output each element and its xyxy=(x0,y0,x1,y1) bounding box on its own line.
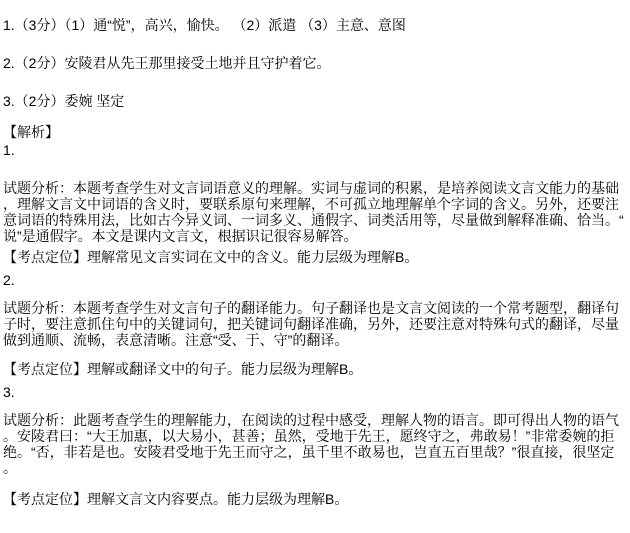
answer-line-3: 3.（2分）委婉 坚定 xyxy=(3,93,125,109)
section-number: 3. xyxy=(3,384,15,400)
analysis-section-1 xyxy=(3,143,628,265)
analysis-paragraph: 试题分析：本题考查学生对文言词语意义的理解。实词与虚词的积累，是培养阅读文言文能力的基础，理解文言文中词语的含义时，要联系原句来理解，不可孤立地理解单个字词的含义。另外，还要注意词语的特殊用法，比如古今异义词、一词多义、通假字、词类活用等，尽量做到解释准确、恰当。“说”是通假字。本文是课内文言文，根据识记很容易解答。 xyxy=(3,180,624,244)
section-number: 1. xyxy=(3,142,15,158)
exam-point-line: 【考点定位】理解或翻译文中的句子。能力层级为理解B。 xyxy=(3,361,363,377)
answer-line-1: 1.（3分）（1）通“悦”，高兴，愉快。 （2）派遣 （3）主意、意图 xyxy=(3,17,406,33)
analysis-paragraph: 试题分析：此题考查学生的理解能力，在阅读的过程中感受，理解人物的语言。即可得出人物的语气。安陵君曰：“大王加惠，以大易小，甚善；虽然，受地于先王，愿终守之，弗敢易！”非常委婉的拒绝。“否，非若是也。安陵君受地于先王而守之，虽千里不敢易也，岂直五百里哉？”很直接，很坚定。 xyxy=(3,412,619,476)
exam-point-line: 【考点定位】理解常见文言实词在文中的含义。能力层级为理解B。 xyxy=(3,249,419,265)
analysis-section-2 xyxy=(3,273,628,377)
section-number: 2. xyxy=(3,272,15,288)
analysis-header: 【解析】 xyxy=(3,124,59,140)
analysis-paragraph: 试题分析：本题考查学生对文言句子的翻译能力。句子翻译也是文言文阅读的一个常考题型，翻译句子时，要注意抓住句中的关键词句，把关键词句翻译准确，另外，还要注意对特殊句式的翻译，尽量做到通顺、流畅，表意清晰。注意“受、于、守”的翻译。 xyxy=(3,300,619,348)
answer-line-2: 2.（2分）安陵君从先王那里接受土地并且守护着它。 xyxy=(3,55,331,71)
exam-point-line: 【考点定位】理解文言文内容要点。能力层级为理解B。 xyxy=(3,491,349,507)
analysis-section-3 xyxy=(3,385,628,507)
